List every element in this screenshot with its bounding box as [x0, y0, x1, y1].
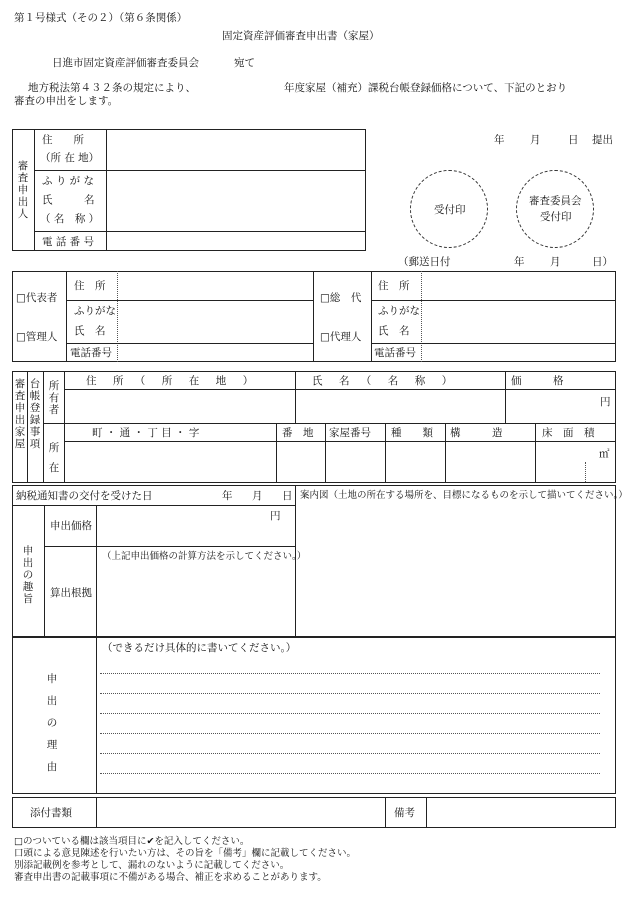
agent-name-label: 氏 名 — [378, 325, 410, 337]
tax-notice-day: 日 — [282, 490, 293, 502]
submit-day-label: 日 — [568, 134, 579, 146]
floor-area-unit: ㎡ — [599, 448, 610, 460]
reception-stamp-label: 受付印 — [434, 204, 466, 216]
submit-month-label: 月 — [530, 134, 541, 146]
rep-address-label: 住 所 — [74, 280, 106, 292]
price-header: 価 格 — [511, 375, 564, 387]
reason-note: （できるだけ具体的に書いてください。） — [102, 642, 297, 654]
tax-notice-label: 納税通知書の交付を受けた日 — [16, 490, 153, 502]
attachments-label: 添付書類 — [30, 807, 72, 819]
applicant-address-sub: （所 在 地） — [40, 152, 100, 164]
remarks-field[interactable] — [427, 798, 615, 827]
map-drawing-area[interactable] — [296, 505, 615, 636]
structure-header: 構 造 — [450, 427, 503, 439]
requested-price-label: 申出価格 — [50, 520, 92, 532]
rep-furigana-label: ふりがな — [74, 305, 116, 317]
floor-area-header: 床 面 積 — [542, 427, 595, 439]
mail-month-label: 月 — [550, 256, 561, 268]
owner-address-header: 住 所 （ 所 在 地 ） — [86, 375, 257, 387]
basis-label: 算出根拠 — [50, 587, 92, 599]
applicant-name-field[interactable] — [107, 171, 365, 231]
type-header: 種 類 — [391, 427, 433, 439]
requested-price-yen: 円 — [270, 510, 281, 522]
owner-label: 所有者 — [48, 380, 60, 416]
agent-address-label: 住 所 — [378, 280, 410, 292]
owner-name-header: 氏 名 （ 名 称 ） — [312, 375, 456, 387]
intro-text-line2: 審査の申出をします。 — [14, 95, 119, 107]
mail-day-label: 日） — [592, 256, 613, 268]
committee-stamp-label-2: 受付印 — [540, 211, 572, 223]
committee-stamp-circle — [516, 170, 594, 248]
intro-text-part2: 年度家屋（補充）課税台帳登録価格について、下記のとおり — [284, 82, 568, 94]
rep-name-label: 氏 名 — [74, 325, 106, 337]
representative-checkbox[interactable]: □代表者 — [16, 292, 58, 304]
applicant-phone-field[interactable] — [107, 232, 365, 250]
general-agent-checkbox[interactable]: □総 代 — [320, 292, 362, 304]
intro-text-part1: 地方税法第４３２条の規定により、 — [28, 82, 196, 94]
submit-year-label: 年 — [494, 134, 505, 146]
applicant-furigana-label: ふ り が な — [42, 175, 95, 187]
basis-note: （上記申出価格の計算方法を示してください。） — [102, 551, 307, 562]
house-number-header: 家屋番号 — [329, 427, 371, 439]
applicant-name-sub: （ 名 称 ） — [40, 213, 100, 225]
applicant-phone-label: 電 話 番 号 — [42, 236, 95, 248]
agent-checkbox[interactable]: □代理人 — [320, 331, 362, 343]
agent-phone-label: 電話番号 — [374, 347, 416, 359]
footnote-4: 審査申出書の記載事項に不備がある場合、補正を求めることがあります。 — [14, 872, 327, 883]
applicant-address-field[interactable] — [107, 130, 365, 170]
ledger-side-label-1: 審査申出家屋 — [14, 378, 26, 450]
reason-field[interactable] — [97, 658, 615, 793]
form-number: 第１号様式（その２）（第６条関係） — [14, 12, 188, 24]
purpose-side-label: 申出の趣旨 — [22, 545, 34, 605]
tax-notice-year: 年 — [222, 490, 233, 502]
addressee-suffix: 宛て — [234, 57, 255, 69]
rep-phone-label: 電話番号 — [70, 347, 112, 359]
agent-furigana-label: ふりがな — [378, 305, 420, 317]
map-label: 案内図（土地の所在する場所を、目標になるものを示して描いてください。） — [300, 490, 628, 501]
town-header: 町 ・ 通 ・ 丁 目 ・ 字 — [92, 427, 200, 439]
form-title: 固定資産評価審査申出書（家屋） — [222, 30, 380, 42]
applicant-address-label: 住 所 — [42, 134, 84, 146]
committee-stamp-label-1: 審査委員会 — [529, 195, 582, 207]
applicant-side-label: 審査申出人 — [17, 160, 29, 220]
footnote-2: 口頭による意見陳述を行いたい方は、その旨を「備考」欄に記載してください。 — [14, 848, 357, 859]
attachments-field[interactable] — [97, 798, 384, 827]
manager-checkbox[interactable]: □管理人 — [16, 331, 58, 343]
submit-label: 提出 — [592, 134, 613, 146]
reason-side-label: 申出の理由 — [46, 673, 58, 773]
lot-header: 番 地 — [282, 427, 314, 439]
applicant-name-label: 氏 名 — [42, 194, 95, 206]
tax-notice-month: 月 — [252, 490, 263, 502]
ledger-side-label-2: 台帳登録事項 — [29, 378, 41, 450]
mail-date-label: （郵送日付 — [398, 256, 451, 268]
addressee-org: 日進市固定資産評価審査委員会 — [52, 57, 199, 69]
location-label: 所在 — [48, 442, 60, 474]
remarks-label: 備考 — [394, 807, 415, 819]
footnote-3: 別添記載例を参考として、漏れのないように記載してください。 — [14, 860, 290, 871]
mail-year-label: 年 — [514, 256, 525, 268]
price-yen-unit: 円 — [600, 396, 611, 408]
footnote-1: □のついている欄は該当項目に✔を記入してください。 — [14, 836, 250, 847]
